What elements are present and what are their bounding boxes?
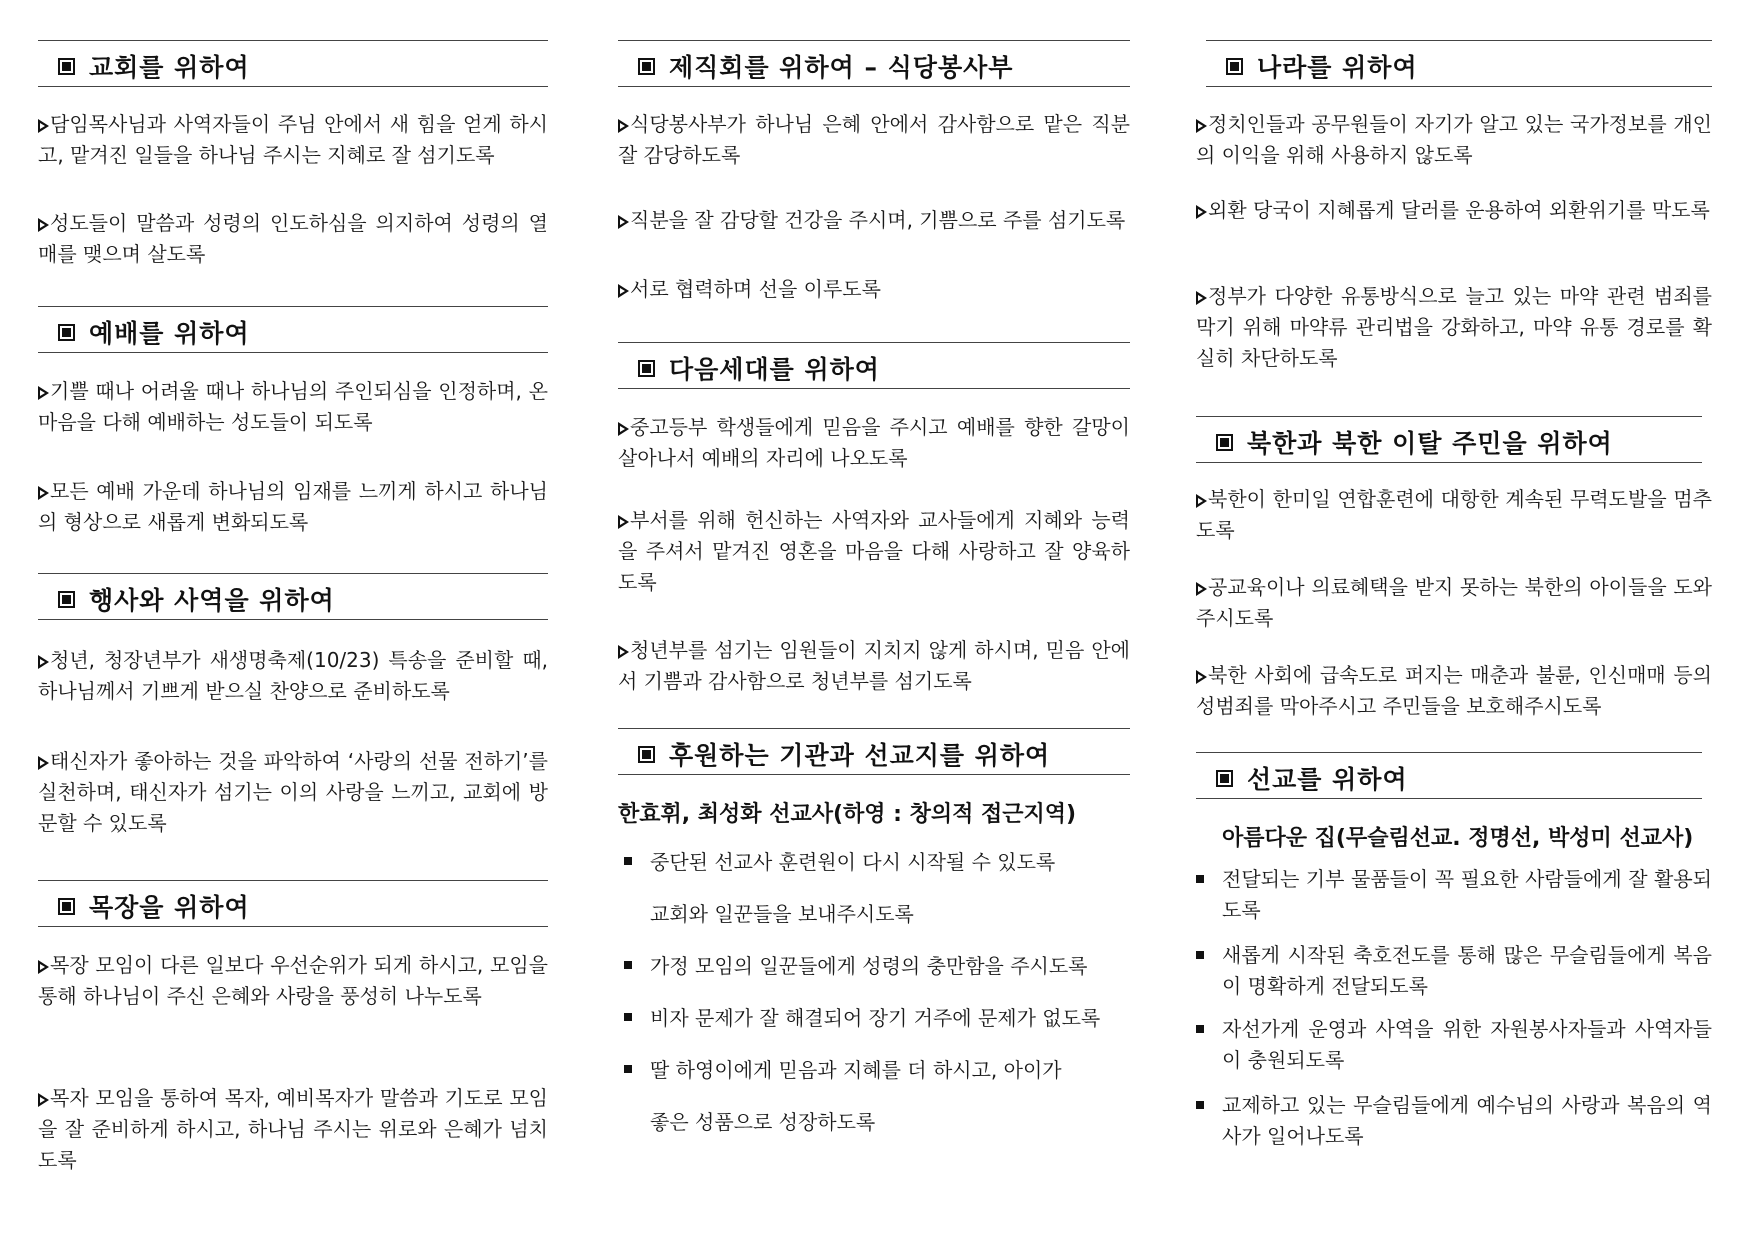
triangle-bullet-icon (1196, 205, 1208, 218)
section-heading-missions-support (618, 728, 1130, 775)
triangle-bullet-icon (618, 422, 630, 435)
section-title: 북한과 북한 이탈 주민을 위하여 (1247, 429, 1613, 458)
triangle-bullet-icon (1196, 670, 1208, 683)
prayer-item: 부서를 위해 헌신하는 사역자와 교사들에게 지혜와 능력을 주셔서 맡겨진 영혼을 마음을 다해 사랑하고 잘 양육하도록 (618, 508, 1130, 594)
section-title: 행사와 사역을 위하여 (89, 586, 335, 615)
section-title: 선교를 위하여 (1247, 765, 1408, 794)
section-title: 후원하는 기관과 선교지를 위하여 (669, 741, 1051, 770)
section-title: 다음세대를 위하여 (669, 355, 880, 384)
square-bullet-icon (58, 898, 75, 915)
section-heading-events (38, 573, 548, 620)
bullet-continuation: 교회와 일꾼들을 보내주시도록 (650, 902, 914, 926)
prayer-item: 정부가 다양한 유통방식으로 늘고 있는 마약 관련 범죄를 막기 위해 마약류 관리법을 강화하고, 마약 유통 경로를 확실히 차단하도록 (1196, 284, 1712, 370)
prayer-item: 태신자가 좋아하는 것을 파악하여 ‘사랑의 선물 전하기’를 실천하며, 태신자가 섬기는 이의 사랑을 느끼고, 교회에 방문할 수 있도록 (38, 749, 548, 835)
prayer-item: 청년부를 섬기는 임원들이 지치지 않게 하시며, 믿음 안에서 기쁨과 감사함으로 청년부를 섬기도록 (618, 638, 1130, 693)
square-bullet-icon (1196, 951, 1204, 959)
missionary-name: 아름다운 집(무슬림선교. 정명선, 박성미 선교사) (1222, 826, 1694, 851)
square-bullet-icon (58, 591, 75, 608)
bullet-item: 딸 하영이에게 믿음과 지혜를 더 하시고, 아이가 (618, 1054, 1130, 1083)
triangle-bullet-icon (618, 515, 630, 528)
section-heading-north-korea (1196, 416, 1702, 463)
prayer-item: 서로 협력하며 선을 이루도록 (618, 274, 1130, 305)
triangle-bullet-icon (1196, 291, 1208, 304)
section-heading-nation (1206, 40, 1712, 87)
section-title: 제직회를 위하여 – 식당봉사부 (669, 53, 1014, 82)
section-heading-missions (1196, 752, 1702, 799)
triangle-bullet-icon (1196, 494, 1208, 507)
square-bullet-icon (1196, 1025, 1204, 1033)
triangle-bullet-icon (38, 119, 50, 132)
square-bullet-icon (624, 1065, 632, 1073)
triangle-bullet-icon (38, 486, 50, 499)
missionary-name: 한효휘, 최성화 선교사(하영 : 창의적 접근지역) (618, 802, 1077, 827)
prayer-item: 목자 모임을 통하여 목자, 예비목자가 말씀과 기도로 모임을 잘 준비하게 하시고, 하나님 주시는 위로와 은혜가 넘치도록 (38, 1086, 548, 1172)
prayer-item: 모든 예배 가운데 하나님의 임재를 느끼게 하시고 하나님의 형상으로 새롭게 변화되도록 (38, 479, 548, 534)
section-title: 나라를 위하여 (1257, 53, 1418, 82)
triangle-bullet-icon (618, 119, 630, 132)
section-title: 교회를 위하여 (89, 53, 250, 82)
prayer-item: 담임목사님과 사역자들이 주님 안에서 새 힘을 얻게 하시고, 맡겨진 일들을 하나님 주시는 지혜로 잘 섬기도록 (38, 112, 548, 167)
prayer-item: 성도들이 말씀과 성령의 인도하심을 의지하여 성령의 열매를 맺으며 살도록 (38, 211, 548, 266)
triangle-bullet-icon (38, 756, 50, 769)
section-heading-cell-group (38, 880, 548, 927)
triangle-bullet-icon (618, 645, 630, 658)
square-bullet-icon (58, 58, 75, 75)
square-bullet-icon (638, 58, 655, 75)
triangle-bullet-icon (38, 218, 50, 231)
bullet-item: 자선가게 운영과 사역을 위한 자원봉사자들과 사역자들이 충원되도록 (1196, 1014, 1712, 1076)
square-bullet-icon (1226, 58, 1243, 75)
section-heading-next-generation (618, 342, 1130, 389)
square-bullet-icon (638, 746, 655, 763)
section-title: 예배를 위하여 (89, 319, 250, 348)
triangle-bullet-icon (618, 215, 630, 228)
section-heading-worship (38, 306, 548, 353)
triangle-bullet-icon (38, 655, 50, 668)
square-bullet-icon (1216, 434, 1233, 451)
section-heading-church (38, 40, 548, 87)
prayer-item: 기쁠 때나 어려울 때나 하나님의 주인되심을 인정하며, 온 마음을 다해 예배하는 성도들이 되도록 (38, 379, 548, 434)
square-bullet-icon (1196, 1101, 1204, 1109)
prayer-item: 북한 사회에 급속도로 퍼지는 매춘과 불륜, 인신매매 등의 성범죄를 막아주시고 주민들을 보호해주시도록 (1196, 663, 1712, 718)
bullet-item: 교제하고 있는 무슬림들에게 예수님의 사랑과 복음의 역사가 일어나도록 (1196, 1090, 1712, 1152)
triangle-bullet-icon (618, 284, 630, 297)
prayer-item: 공교육이나 의료혜택을 받지 못하는 북한의 아이들을 도와주시도록 (1196, 575, 1712, 630)
square-bullet-icon (624, 1013, 632, 1021)
prayer-item: 청년, 청장년부가 새생명축제(10/23) 특송을 준비할 때, 하나님께서 기쁘게 받으실 찬양으로 준비하도록 (38, 648, 548, 703)
prayer-item: 정치인들과 공무원들이 자기가 알고 있는 국가정보를 개인의 이익을 위해 사용하지 않도록 (1196, 112, 1712, 167)
square-bullet-icon (1216, 770, 1233, 787)
square-bullet-icon (58, 324, 75, 341)
prayer-item: 중고등부 학생들에게 믿음을 주시고 예배를 향한 갈망이 살아나서 예배의 자리에 나오도록 (618, 415, 1130, 470)
bullet-item: 중단된 선교사 훈련원이 다시 시작될 수 있도록 (618, 846, 1130, 875)
square-bullet-icon (638, 360, 655, 377)
prayer-item: 목장 모임이 다른 일보다 우선순위가 되게 하시고, 모임을 통해 하나님이 주신 은혜와 사랑을 풍성히 나누도록 (38, 953, 548, 1008)
square-bullet-icon (624, 857, 632, 865)
triangle-bullet-icon (1196, 582, 1208, 595)
triangle-bullet-icon (38, 1093, 50, 1106)
triangle-bullet-icon (1196, 119, 1208, 132)
bullet-item: 새롭게 시작된 축호전도를 통해 많은 무슬림들에게 복음이 명확하게 전달되도록 (1196, 940, 1712, 1002)
square-bullet-icon (1196, 875, 1204, 883)
section-heading-deacons (618, 40, 1130, 87)
bullet-item: 가정 모임의 일꾼들에게 성령의 충만함을 주시도록 (618, 950, 1130, 979)
section-title: 목장을 위하여 (89, 893, 250, 922)
prayer-item: 식당봉사부가 하나님 은혜 안에서 감사함으로 맡은 직분 잘 감당하도록 (618, 112, 1130, 167)
bullet-item: 비자 문제가 잘 해결되어 장기 거주에 문제가 없도록 (618, 1002, 1130, 1031)
bullet-item: 전달되는 기부 물품들이 꼭 필요한 사람들에게 잘 활용되도록 (1196, 864, 1712, 926)
triangle-bullet-icon (38, 960, 50, 973)
prayer-item: 직분을 잘 감당할 건강을 주시며, 기쁨으로 주를 섬기도록 (618, 205, 1130, 236)
square-bullet-icon (624, 961, 632, 969)
prayer-item: 북한이 한미일 연합훈련에 대항한 계속된 무력도발을 멈추도록 (1196, 487, 1712, 542)
bullet-continuation: 좋은 성품으로 성장하도록 (650, 1110, 876, 1134)
triangle-bullet-icon (38, 386, 50, 399)
prayer-item: 외환 당국이 지혜롭게 달러를 운용하여 외환위기를 막도록 (1196, 195, 1712, 226)
